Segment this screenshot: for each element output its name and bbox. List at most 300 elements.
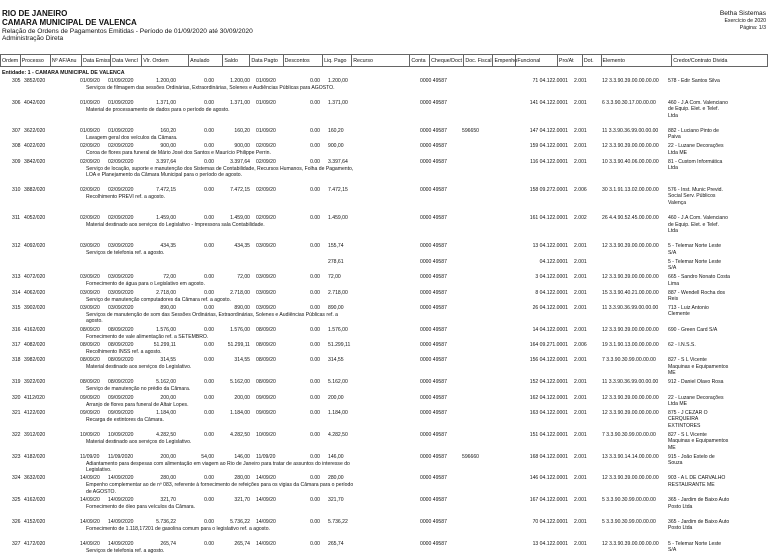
creditor: 22 - Luzane Decorações Ltda ME xyxy=(668,394,724,408)
issue-date: 08/09/20 xyxy=(80,379,100,386)
expense-element: 5 3.3.90.30.99.00.00.00 xyxy=(602,519,656,526)
program-action: 2.001 xyxy=(574,540,587,547)
table-row xyxy=(0,243,768,258)
process-number: 4162/020 xyxy=(24,497,46,504)
net-paid: 160,20 xyxy=(328,127,344,134)
due-date: 11/09/2020 xyxy=(108,453,134,460)
creditor: 365 - Jardim de Baixo Auto Posto Ltda xyxy=(668,519,730,532)
issue-date: 03/09/20 xyxy=(80,289,100,296)
commitment-functional: 162 04.122.0001 xyxy=(529,394,568,401)
annulled-value: 0.00 xyxy=(204,394,214,401)
expense-element: 5 3.3.90.30.99.00.00.00 xyxy=(602,497,656,504)
payment-date: 03/09/20 xyxy=(256,304,276,311)
issue-date: 03/09/20 xyxy=(80,274,100,281)
balance-value: 900,00 xyxy=(234,143,250,150)
discount-value: 0.00 xyxy=(310,143,320,150)
balance-value: 280,00 xyxy=(234,475,250,482)
issue-date: 03/09/20 xyxy=(80,243,100,250)
issue-date: 08/09/20 xyxy=(80,326,100,333)
program-action: 2.002 xyxy=(574,215,587,222)
table-row xyxy=(0,432,768,454)
program-action: 2.001 xyxy=(574,519,587,526)
issue-date: 01/09/20 xyxy=(80,99,100,106)
program-action: 2.001 xyxy=(574,158,587,165)
column-header: Recurso xyxy=(352,55,410,67)
payment-date: 14/09/20 xyxy=(256,497,276,504)
column-header: Data Pagto xyxy=(250,55,283,67)
commitment-functional: 146 04.122.0001 xyxy=(529,475,568,482)
table-row xyxy=(0,187,768,215)
order-value: 1.371,00 xyxy=(156,99,176,106)
annulled-value: 0.00 xyxy=(204,289,214,296)
commitment-functional: 26 04.122.0001 xyxy=(532,304,568,311)
column-header: Anulado xyxy=(189,55,223,67)
balance-value: 5.736,22 xyxy=(230,519,250,526)
discount-value: 0.00 xyxy=(310,186,320,193)
net-paid: 1.200,00 xyxy=(328,78,348,84)
balance-value: 321,70 xyxy=(234,497,250,504)
balance-value: 434,35 xyxy=(234,243,250,250)
issue-date: 01/09/20 xyxy=(80,127,100,134)
table-row xyxy=(0,454,768,476)
column-header: Data Emiss xyxy=(82,55,111,67)
column-header: Conta xyxy=(410,55,430,67)
commitment-functional: 158 09.272.0001 xyxy=(529,186,568,193)
payment-date: 14/09/20 xyxy=(256,540,276,547)
commitment-functional: 8 04.122.0001 xyxy=(535,289,568,296)
commitment-functional: 3 04.122.0001 xyxy=(535,274,568,281)
column-header: Elemento xyxy=(601,55,672,67)
expense-element: 11 3.3.90.36.99.00.00.00 xyxy=(602,379,659,386)
row-description: Serviços de filmagem das sessões Ordinárias, Extraordinárias, Solenes e Audiências Públicas para AGOSTO. xyxy=(86,85,335,91)
exercise-year: Exercício de 2020 xyxy=(724,18,766,25)
table-row xyxy=(0,497,768,519)
issue-date: 10/09/20 xyxy=(80,431,100,438)
commitment-functional: 168 04.122.0001 xyxy=(529,453,568,460)
issue-date: 14/09/20 xyxy=(80,475,100,482)
balance-value: 1.200,00 xyxy=(230,78,250,84)
account: 0000 49587 xyxy=(420,475,447,482)
process-number: 3922/020 xyxy=(24,379,46,386)
account: 0000 49587 xyxy=(420,431,447,438)
row-description: Serviços de telefonia ref. a agosto. xyxy=(86,547,165,554)
table-row xyxy=(0,379,768,394)
entity-label: Entidade: 1 - CAMARA MUNICIPAL DE VALENCA xyxy=(2,70,125,76)
issue-date: 09/09/20 xyxy=(80,394,100,401)
due-date: 14/09/2020 xyxy=(108,519,134,526)
commitment-functional: 04.122.0001 xyxy=(539,258,568,265)
commitment-functional: 164 09.271.0001 xyxy=(529,342,568,349)
net-paid: 900,00 xyxy=(328,143,344,150)
commitment-functional: 13 04.122.0001 xyxy=(532,243,568,250)
program-action: 2.001 xyxy=(574,289,587,296)
annulled-value: 0.00 xyxy=(204,519,214,526)
order-number: 312 xyxy=(12,243,21,250)
table-row xyxy=(0,327,768,342)
account: 0000 49587 xyxy=(420,127,447,134)
expense-element: 7 3.3.90.30.99.00.00.00 xyxy=(602,357,656,364)
order-number: 317 xyxy=(12,342,21,349)
creditor: 576 - Inst. Munic Previd. Social Serv. Públicos Valença xyxy=(668,186,723,206)
net-paid: 3.397,64 xyxy=(328,158,348,165)
process-number: 4112/020 xyxy=(24,394,45,401)
payment-date: 02/09/20 xyxy=(256,143,276,150)
table-row xyxy=(0,78,768,100)
table-row xyxy=(0,259,768,274)
column-header: Cheque/Doct xyxy=(430,55,464,67)
creditor: 903 - A L DE CARVALHO RESTAURANTE ME xyxy=(668,475,726,488)
cheque-number: 596660 xyxy=(462,453,479,460)
account: 0000 49587 xyxy=(420,274,447,281)
process-number: 4042/020 xyxy=(24,99,46,106)
annulled-value: 0.00 xyxy=(204,431,214,438)
annulled-value: 0.00 xyxy=(204,143,214,150)
program-action: 2.001 xyxy=(574,379,587,386)
expense-element: 12 3.3.90.39.00.00.00.00 xyxy=(602,143,659,150)
row-description: Fornecimento de vale alimentação ref. a SETEMBRO. xyxy=(86,333,209,340)
program-action: 2.001 xyxy=(574,497,587,504)
column-header: Credor/Contrato Divida xyxy=(672,55,768,67)
program-action: 2.001 xyxy=(574,304,587,311)
balance-value: 72,00 xyxy=(237,274,250,281)
balance-value: 1.459,00 xyxy=(230,215,250,222)
commitment-functional: 151 04.122.0001 xyxy=(529,431,568,438)
order-number: 321 xyxy=(12,410,21,417)
issue-date: 01/09/20 xyxy=(80,78,100,84)
payment-date: 02/09/20 xyxy=(256,215,276,222)
expense-element: 12 3.3.90.39.00.00.00.00 xyxy=(602,410,659,417)
expense-element: 30 3.1.91.13.02.00.00.00 xyxy=(602,186,659,193)
annulled-value: 0.00 xyxy=(204,99,214,106)
balance-value: 1.371,00 xyxy=(230,99,250,106)
row-description: Coroa de flores para funeral de Mário José dos Santos e Maurício Philippe Perrin. xyxy=(86,150,271,157)
table-row xyxy=(0,100,768,128)
order-number: 324 xyxy=(12,475,21,482)
order-number: 307 xyxy=(12,127,21,134)
expense-element: 7 3.3.90.30.99.00.00.00 xyxy=(602,431,656,438)
column-header: Dot. xyxy=(582,55,601,67)
column-header: Empenho xyxy=(493,55,516,67)
expense-element: 12 3.3.90.39.00.00.00.00 xyxy=(602,326,659,333)
process-number: 4152/020 xyxy=(24,519,46,526)
annulled-value: 0.00 xyxy=(204,186,214,193)
order-number: 320 xyxy=(12,394,21,401)
order-value: 900,00 xyxy=(160,143,176,150)
order-value: 5.736,22 xyxy=(156,519,176,526)
program-action: 2.001 xyxy=(574,394,587,401)
annulled-value: 0.00 xyxy=(204,379,214,386)
program-action: 2.001 xyxy=(574,274,587,281)
program-action: 2.001 xyxy=(574,357,587,364)
order-number: 323 xyxy=(12,453,21,460)
account: 0000 49587 xyxy=(420,357,447,364)
due-date: 03/09/2020 xyxy=(108,289,134,296)
creditor: 915 - João Estelo de Souza xyxy=(668,453,715,467)
creditor: 365 - Jardim de Baixo Auto Posto Ltda xyxy=(668,497,730,510)
discount-value: 0.00 xyxy=(310,243,320,250)
commitment-functional: 70 04.122.0001 xyxy=(532,519,568,526)
creditor: 578 - Edir Santos Silva xyxy=(668,78,720,84)
order-number: 306 xyxy=(12,99,21,106)
due-date: 09/09/2020 xyxy=(108,410,134,417)
process-number: 3882/020 xyxy=(24,186,46,193)
table-row xyxy=(0,143,768,158)
program-action: 2.001 xyxy=(574,453,587,460)
annulled-value: 0.00 xyxy=(204,215,214,222)
due-date: 14/09/2020 xyxy=(108,475,134,482)
discount-value: 0.00 xyxy=(310,289,320,296)
due-date: 08/09/2020 xyxy=(108,326,134,333)
process-number: 3852/020 xyxy=(24,78,46,84)
order-value: 200,00 xyxy=(160,394,176,401)
account: 0000 49587 xyxy=(420,304,447,311)
balance-value: 5.162,00 xyxy=(230,379,250,386)
process-number: 3982/020 xyxy=(24,357,46,364)
process-number: 4092/020 xyxy=(24,243,46,250)
issue-date: 11/09/20 xyxy=(80,453,100,460)
table-row xyxy=(0,305,768,327)
balance-value: 265,74 xyxy=(234,540,250,547)
due-date: 01/09/2020 xyxy=(108,127,134,134)
expense-element: 11 3.3.90.36.99.00.00.00 xyxy=(602,127,659,134)
creditor: 22 - Luzane Decorações Ltda ME xyxy=(668,143,724,156)
net-paid: 1.459,00 xyxy=(328,215,348,222)
discount-value: 0.00 xyxy=(310,274,320,281)
creditor: 827 - S L Vicente Maquinas e Equipamentos ME xyxy=(668,357,729,377)
issue-date: 09/09/20 xyxy=(80,410,100,417)
column-header: Funcional xyxy=(516,55,558,67)
account: 0000 49587 xyxy=(420,158,447,165)
table-row xyxy=(0,274,768,289)
due-date: 01/09/2020 xyxy=(108,99,134,106)
discount-value: 0.00 xyxy=(310,519,320,526)
process-number: 3842/020 xyxy=(24,158,46,165)
discount-value: 0.00 xyxy=(310,127,320,134)
discount-value: 0.00 xyxy=(310,394,320,401)
annulled-value: 0.00 xyxy=(204,158,214,165)
annulled-value: 0.00 xyxy=(204,127,214,134)
order-number: 313 xyxy=(12,274,21,281)
row-description: Lavagem geral dos veículos da Câmara. xyxy=(86,134,178,141)
expense-element: 6 3.3.90.30.17.00.00.00 xyxy=(602,99,656,106)
due-date: 08/09/2020 xyxy=(108,379,134,386)
account: 0000 49587 xyxy=(420,519,447,526)
annulled-value: 0.00 xyxy=(204,497,214,504)
program-action: 2.001 xyxy=(574,78,587,84)
payment-date: 08/09/20 xyxy=(256,342,276,349)
order-value: 321,70 xyxy=(160,497,176,504)
account: 0000 49587 xyxy=(420,186,447,193)
balance-value: 1.576,00 xyxy=(230,326,250,333)
vendor-name: Betha Sistemas xyxy=(719,10,766,17)
net-paid: 890,00 xyxy=(328,304,344,311)
column-header: Processo xyxy=(20,55,50,67)
account: 0000 49587 xyxy=(420,379,447,386)
row-description: Recarga de extintores da Câmara. xyxy=(86,417,164,424)
commitment-functional: 71 04.122.0001 xyxy=(532,78,568,84)
expense-element: 12 3.3.90.39.00.00.00.00 xyxy=(602,78,659,84)
creditor: 887 - Wendell Rocha dos Reis xyxy=(668,289,726,302)
commitment-functional: 14 04.122.0001 xyxy=(532,326,568,333)
payment-date: 01/09/20 xyxy=(256,78,276,84)
commitment-functional: 156 04.122.0001 xyxy=(529,357,568,364)
account: 0000 49587 xyxy=(420,243,447,250)
row-description: Fornecimento de 1.118,17201 de gasolina comum para o legislativo ref. a agosto. xyxy=(86,526,270,533)
net-paid: 200,00 xyxy=(328,394,344,401)
balance-value: 314,55 xyxy=(234,357,250,364)
discount-value: 0.00 xyxy=(310,497,320,504)
order-number: 310 xyxy=(12,186,21,193)
balance-value: 1.184,00 xyxy=(230,410,250,417)
row-description: Material destinado aos serviços do Legislativo - Impressora sala Contabilidade. xyxy=(86,222,265,229)
column-header: Doc. Fiscal xyxy=(464,55,493,67)
issue-date: 14/09/20 xyxy=(80,519,100,526)
expense-element: 13 3.3.90.14.14.00.00.00 xyxy=(602,453,659,460)
creditor: 81 - Custom Informática Ltda xyxy=(668,158,723,172)
row-description: Material destinado aos serviços do Legislativo. xyxy=(86,438,192,445)
order-value: 1.459,00 xyxy=(156,215,176,222)
order-value: 1.576,00 xyxy=(156,326,176,333)
issue-date: 08/09/20 xyxy=(80,342,100,349)
payment-orders-list xyxy=(0,78,768,554)
creditor: 713 - Luiz Antonio Clemente xyxy=(668,304,709,318)
order-value: 3.397,64 xyxy=(156,158,176,165)
cheque-number: 596650 xyxy=(462,127,479,134)
chamber-name: CAMARA MUNICIPAL DE VALENCA xyxy=(2,17,137,27)
commitment-functional: 167 04.122.0001 xyxy=(529,497,568,504)
row-description: Fornecimento de óleo para veículos da Câmara. xyxy=(86,504,196,511)
issue-date: 02/09/20 xyxy=(80,215,100,222)
issue-date: 02/09/20 xyxy=(80,158,100,165)
annulled-value: 0.00 xyxy=(204,342,214,349)
process-number: 4182/020 xyxy=(24,453,46,460)
commitment-functional: 159 04.122.0001 xyxy=(529,143,568,150)
account: 0000 49587 xyxy=(420,394,447,401)
process-number: 3622/020 xyxy=(24,127,46,134)
account: 0000 49587 xyxy=(420,143,447,150)
discount-value: 0.00 xyxy=(310,357,320,364)
annulled-value: 0.00 xyxy=(204,540,214,547)
account: 0000 49587 xyxy=(420,326,447,333)
creditor: 690 - Green Card S/A xyxy=(668,326,718,333)
report-header-right xyxy=(720,10,766,31)
creditor: 665 - Sandro Nonato Costa Lima xyxy=(668,274,731,287)
expense-element: 26 4.4.90.52.45.00.00.00 xyxy=(602,215,659,222)
net-paid: 5.736,22 xyxy=(328,519,348,526)
account: 0000 49587 xyxy=(420,540,447,547)
account: 0000 49587 xyxy=(420,497,447,504)
payment-date: 03/09/20 xyxy=(256,243,276,250)
order-value: 1.184,00 xyxy=(156,410,176,417)
due-date: 10/09/2020 xyxy=(108,431,134,438)
expense-element: 12 3.3.90.39.00.00.00.00 xyxy=(602,394,659,401)
table-row xyxy=(0,395,768,410)
payment-date: 08/09/20 xyxy=(256,326,276,333)
payment-date: 08/09/20 xyxy=(256,379,276,386)
payment-date: 14/09/20 xyxy=(256,475,276,482)
table-row xyxy=(0,159,768,187)
balance-value: 146,00 xyxy=(234,453,250,460)
account: 0000 49587 xyxy=(420,453,447,460)
table-row xyxy=(0,357,768,379)
annulled-value: 0.00 xyxy=(204,357,214,364)
due-date: 03/09/2020 xyxy=(108,243,134,250)
order-number: 315 xyxy=(12,304,21,311)
expense-element: 12 3.3.90.39.00.00.00.00 xyxy=(602,475,659,482)
creditor: 5 - Telemar Norte Leste S/A xyxy=(668,258,722,272)
commitment-functional: 161 04.122.0001 xyxy=(529,215,568,222)
column-header-row xyxy=(0,54,768,67)
account: 0000 49587 xyxy=(420,289,447,296)
net-paid: 1.371,00 xyxy=(328,99,348,106)
net-paid: 72,00 xyxy=(328,274,341,281)
column-header: Pro/At xyxy=(557,55,582,67)
order-value: 1.200,00 xyxy=(156,78,176,84)
creditor: 460 - J.A Com. Valenciano de Equip. Elet. e Telef. Ltda xyxy=(668,215,728,234)
process-number: 4162/020 xyxy=(24,326,46,333)
annulled-value: 0.00 xyxy=(204,243,214,250)
balance-value: 200,00 xyxy=(234,394,250,401)
net-paid: 1.576,00 xyxy=(328,326,348,333)
process-number: 3912/020 xyxy=(24,431,46,438)
balance-value: 51.299,11 xyxy=(227,342,250,349)
payment-date: 01/09/20 xyxy=(256,99,276,106)
issue-date: 02/09/20 xyxy=(80,143,100,150)
net-paid: 278,61 xyxy=(328,258,344,265)
net-paid: 1.184,00 xyxy=(328,410,348,417)
order-value: 2.718,00 xyxy=(156,289,176,296)
expense-element: 12 3.3.90.39.00.00.00.00 xyxy=(602,243,659,250)
row-description: Fornecimento de água para o Legislativo em agosto. xyxy=(86,281,205,288)
payment-date: 10/09/20 xyxy=(256,431,276,438)
net-paid: 4.282,50 xyxy=(328,431,348,438)
order-value: 200,00 xyxy=(160,453,176,460)
due-date: 03/09/2020 xyxy=(108,304,134,311)
order-number: 326 xyxy=(12,519,21,526)
discount-value: 0.00 xyxy=(310,158,320,165)
order-number: 311 xyxy=(12,215,21,222)
order-value: 51.299,11 xyxy=(153,342,176,349)
order-value: 5.162,00 xyxy=(156,379,176,386)
discount-value: 0.00 xyxy=(310,78,320,84)
payment-date: 03/09/20 xyxy=(256,274,276,281)
row-description: Material destinado aos serviços do Legislativo. xyxy=(86,364,192,371)
discount-value: 0.00 xyxy=(310,215,320,222)
annulled-value: 54,00 xyxy=(201,453,214,460)
payment-date: 11/09/20 xyxy=(256,453,276,460)
annulled-value: 0.00 xyxy=(204,304,214,311)
balance-value: 160,20 xyxy=(234,127,250,134)
account: 0000 49587 xyxy=(420,99,447,106)
expense-element: 12 3.3.90.39.00.00.00.00 xyxy=(602,274,659,281)
due-date: 02/09/2020 xyxy=(108,186,134,193)
payment-date: 08/09/20 xyxy=(256,357,276,364)
creditor: 882 - Luciano Pinto de Paiva xyxy=(668,127,719,141)
net-paid: 7.472,15 xyxy=(328,186,348,193)
account: 0000 49587 xyxy=(420,215,447,222)
payment-date: 09/09/20 xyxy=(256,410,276,417)
order-value: 434,35 xyxy=(160,243,176,250)
payment-date: 01/09/20 xyxy=(256,127,276,134)
balance-value: 7.472,15 xyxy=(230,186,250,193)
due-date: 14/09/2020 xyxy=(108,497,134,504)
program-action: 2.001 xyxy=(574,243,587,250)
discount-value: 0.00 xyxy=(310,99,320,106)
table-row xyxy=(0,475,768,497)
net-paid: 2.718,00 xyxy=(328,289,348,296)
column-header: Vlr. Ordem xyxy=(142,55,189,67)
payment-date: 14/09/20 xyxy=(256,519,276,526)
